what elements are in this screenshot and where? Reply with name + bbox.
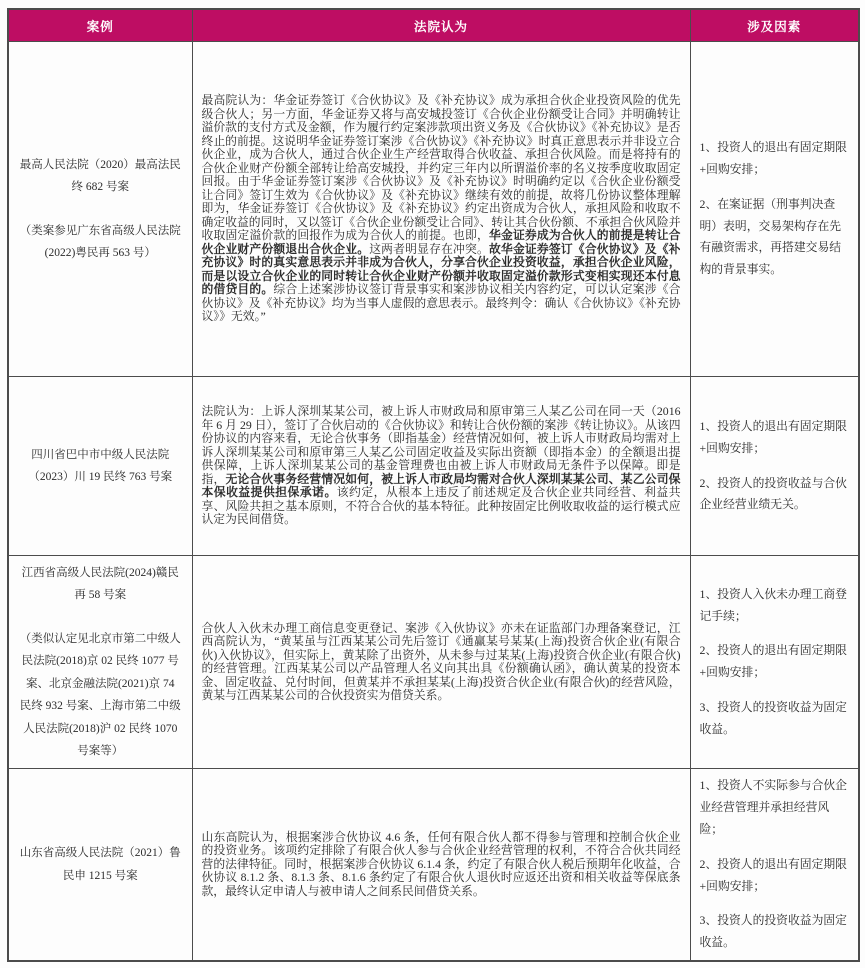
opinion-cell [192, 377, 690, 556]
case-cell [8, 377, 192, 556]
text-segment: 法院认为：上诉人深圳某某公司，被上诉人市财政局和原审第三人某乙公司在同一天（2016 年 6 月 29 日），签订了合伙启动的《合伙协议》和转让合伙份额的案涉《转让协议》。从该四份协议的内容来看，无论合伙事务（即指基金）经营情况如何，被上诉人市财政局均需对上诉人深圳某某公司和原审第三人某乙公司固定收益及实际出资额（即指本金）的全额退出提供保障，上诉人深圳某某公司的基金管理费也由被上诉人市财政局无条件予以保障。即是指， [201, 404, 681, 486]
paragraph: （类案参见广东省高级人民法院(2022)粤民再 563 号） [19, 224, 181, 259]
paragraph: 2、投资人的投资收益与合伙企业经营业绩无关。 [699, 475, 847, 512]
factors-cell [690, 42, 859, 377]
factors-cell [690, 556, 859, 769]
paragraph: 1、投资人的退出有固定期限+回购安排； [699, 418, 847, 455]
opinion-cell [192, 42, 690, 377]
text-segment: 综合上述案涉协议签订背景事实和案涉协议相关内容约定，可以认定案涉《合伙协议》及《补充协议》均为当事人虚假的意思表示。最终判令：确认《合伙协议》《补充协议》》无效。” [201, 282, 681, 324]
text-segment: 无论合伙事务经营情况如何，被上诉人市政局均需对合伙人深圳某某公司、某乙公司保本保收益提供担保承诺。 [201, 471, 681, 500]
factors-list [700, 137, 853, 281]
paragraph: 江西省高级人民法院(2024)赣民再 58 号案 [21, 567, 179, 602]
court-cases-table [7, 8, 860, 962]
table-row [8, 769, 859, 961]
opinion-text [202, 622, 681, 703]
text-segment: 华金证券成为合伙人的前提是转让合伙企业财产份额退出合伙企业。 [201, 228, 681, 256]
table-header [8, 9, 859, 42]
factors-list [700, 584, 853, 741]
table-row [8, 42, 859, 377]
opinion-text [202, 831, 681, 899]
case-reference [19, 154, 182, 265]
paragraph: 山东省高级人民法院（2021）鲁民申 1215 号案 [19, 847, 181, 882]
paragraph: 2、投资人的退出有固定期限+回购安排； [699, 856, 847, 893]
paragraph: （类似认定见北京市第二中级人民法院(2018)京 02 民终 1077 号案、北京金融法院(2021)京 74 民终 932 号案、上海市第二中级人民法院(2018)沪 02 民终 1070 号案等） [19, 632, 181, 757]
case-cell [8, 42, 192, 377]
column-header-case: 案例 [8, 9, 192, 42]
factors-cell [690, 377, 859, 556]
opinion-text [202, 405, 681, 527]
text-segment: 合伙人入伙未办理工商信息变更登记、案涉《入伙协议》亦未在证监部门办理备案登记，江西高院认为，“黄某虽与江西某某公司先后签订《通赢某号某某(上海)投资合伙企业(有限合伙)入伙协议》，但实际上，黄某除了出资外，从未参与过某某(上海)投资合伙企业(有限合伙)的经营管理。江西某某公司以产品管理人名义向其出具《份额确认函》，确认黄某的投资本金、固定收益、兑付时间，但黄某并不承担某某(上海)投资合伙企业(有限合伙)的经营风险，黄某与江西某某公司的合伙投资实为借贷关系。 [201, 620, 681, 703]
paragraph: 1、投资人不实际参与合伙企业经营管理并承担经营风险； [699, 778, 847, 836]
factors-list [700, 775, 853, 954]
column-header-factors: 涉及因素 [690, 9, 859, 42]
factors-list [700, 416, 853, 516]
case-reference [19, 562, 182, 762]
paragraph: 1、投资人的退出有固定期限+回购安排； [699, 140, 847, 176]
text-segment: 最高院认为：华金证券签订《合伙协议》及《补充协议》成为承担合伙企业投资风险的优先级合伙人；另一方面，华金证券又将与高安城投签订《合伙企业份额受让合同》并明确转让溢价款的支付方式及金额，作为履行约定案涉款项出资义务及《合伙协议》《补充协议》是否终止的前提。这说明华金证券签订案涉《合伙协议》《补充协议》时真正意思表示并非设立合伙企业，成为合伙人，通过合伙企业生产经营取得合伙收益、承担合伙风险。而是将持有的合伙企业财产份额全部转让给高安城投，并约定三年内以所谓溢价率的名义按季度收取固定回报。由于华金证券签订案涉《合伙协议》及《补充协议》时明确约定以《合伙企业份额受让合同》签订生效为《合伙协议》及《补充协议》继续有效的前提，故将几份协议整体理解即为，华金证券签订《合伙协议》及《补充协议》约定出资成为合伙人，承担风险和收取不确定收益的同时，又以签订《合伙企业份额受让合同》、转让其合伙份额、不承担合伙风险并收取固定溢价款的回报作为成为合伙人的前提。也即， [201, 93, 681, 243]
case-cell [8, 556, 192, 769]
paragraph: 2、在案证据（刑事判决查明）表明，交易架构存在先有融资需求，再搭建交易结构的背景事实。 [699, 196, 842, 277]
paragraph: 最高人民法院（2020）最高法民终 682 号案 [19, 158, 181, 194]
opinion-cell [192, 556, 690, 769]
paragraph: 3、投资人的投资收益为固定收益。 [699, 913, 847, 950]
case-cell [8, 769, 192, 961]
opinion-text [202, 94, 681, 324]
case-reference [19, 444, 182, 489]
paragraph: 3、投资人的投资收益为固定收益。 [699, 700, 847, 736]
text-segment: 该约定，从根本上违反了前述规定及合伙企业共同经营、利益共享、风险共担之基本原则，不符合合伙的基本特征。此种按固定比例收取收益的运行模式应认定为民间借贷。 [201, 485, 681, 527]
opinion-cell [192, 769, 690, 961]
table-body [8, 42, 859, 962]
table-row [8, 377, 859, 556]
column-header-court-opinion: 法院认为 [192, 9, 690, 42]
header-row [8, 9, 859, 42]
paragraph: 1、投资人入伙未办理工商登记手续； [699, 586, 847, 623]
paragraph: 四川省巴中市中级人民法院（2023）川 19 民终 763 号案 [28, 448, 173, 483]
text-segment: 这两者明显存在冲突。 [369, 241, 489, 256]
text-segment: 山东高院认为，根据案涉合伙协议 4.6 条，任何有限合伙人都不得参与管理和控制合伙企业的投资业务。该项约定排除了有限合伙人参与合伙企业经营管理的权利，不符合合伙共同经营的法律特征。同时，根据案涉合伙协议 6.1.4 条，约定了有限合伙人税后预期年化收益，合伙协议 8.1.2 条、8.1.3 条、8.1.6 条约定了有限合伙人退伙时应返还出资和相关收益等保底条款，最终认定申请人与被申请人之间系民间借贷关系。 [201, 829, 681, 898]
case-reference [19, 842, 182, 887]
factors-cell [690, 769, 859, 961]
table-row [8, 556, 859, 769]
text-segment: 故华金证券签订《合伙协议》及《补充协议》时的真实意思表示并非成为合伙人，分享合伙企业投资收益，承担合伙企业风险，而是以设立合伙企业的同时转让合伙企业财产份额并收取固定溢价款形式变相实现还本付息的借贷目的。 [201, 241, 681, 297]
paragraph: 2、投资人的退出有固定期限+回购安排； [699, 643, 847, 680]
